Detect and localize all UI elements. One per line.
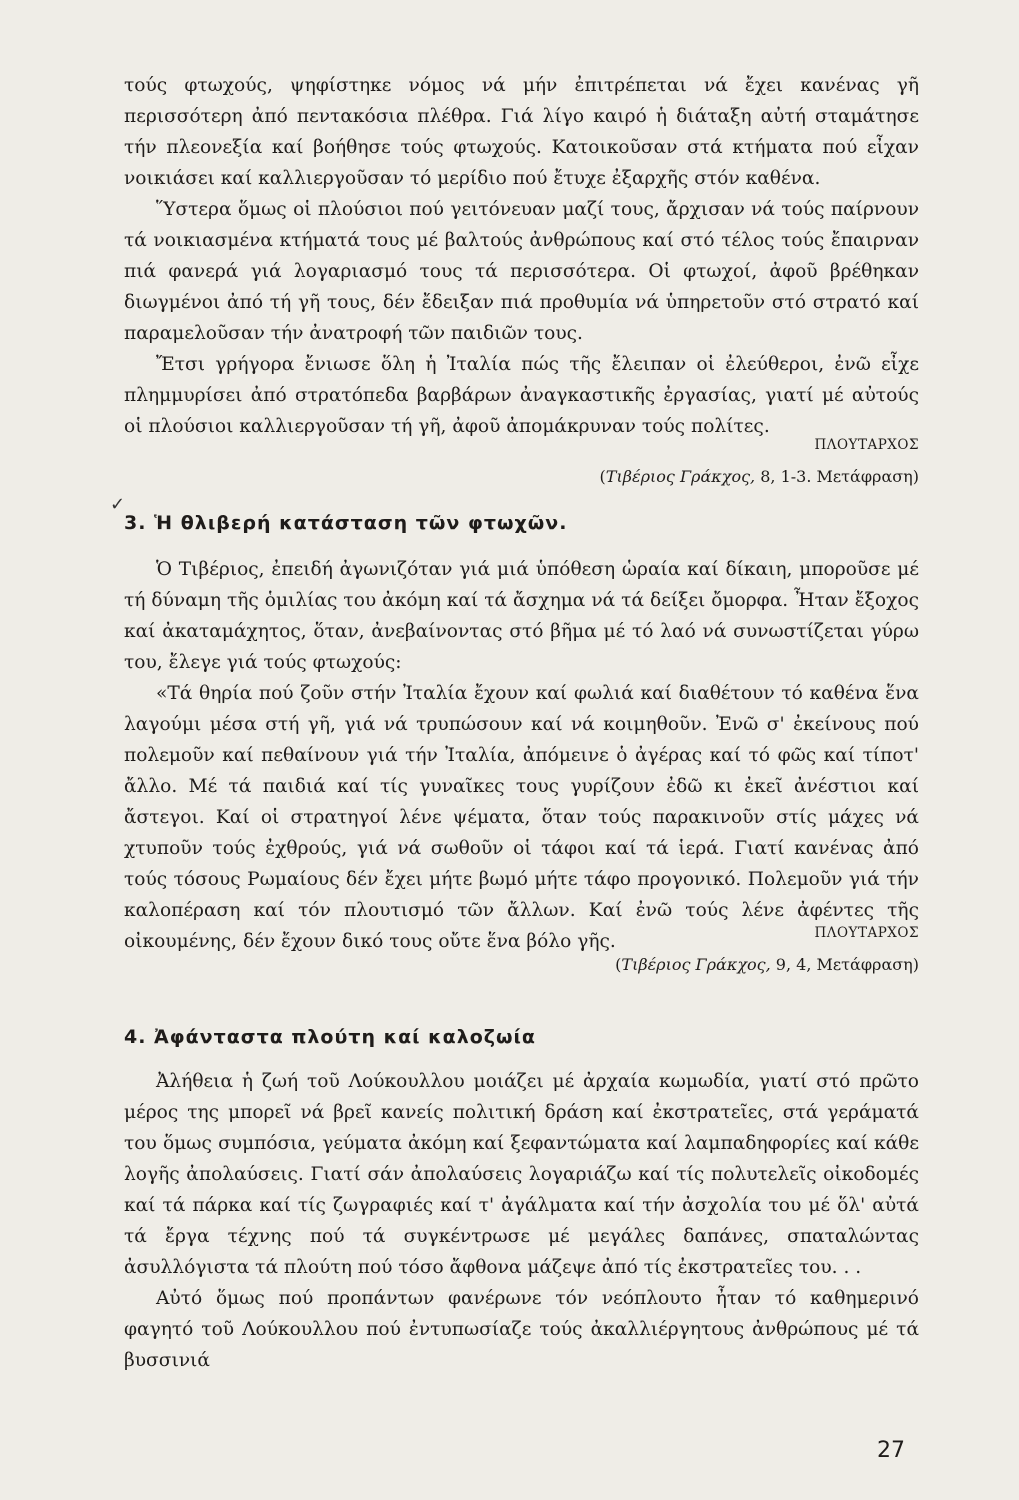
attribution-reference: (Τιβέριος Γράκχος, 9, 4, Μετάφραση): [615, 955, 919, 974]
section-3-paragraph-2: «Τά θηρία πού ζοῦν στήν Ἰταλία ἔχουν καί φωλιά καί διαθέτουν τό καθένα ἕνα λαγούμι μέσα στή γῆ, γιά νά τρυπώσουν καί νά κοιμηθοῦν. Ἐνῶ σ' ἐκείνους πού πολεμοῦν καί πεθαίνουν γιά τήν Ἰταλία, ἀπόμεινε ὁ ἀγέρας καί τό φῶς καί τίποτ' ἄλλο. Μέ τά παιδιά καί τίς γυναῖκες τους γυρίζουν ἐδῶ κι ἐκεῖ ἀνέστιοι καί ἄστεγοι. Καί οἱ στρατηγοί λένε ψέματα, ὅταν τούς παρακινοῦν στίς μάχες νά χτυποῦν τούς ἐχθρούς, γιά νά σωθοῦν οἱ τάφοι καί τά ἱερά. Γιατί κανένας ἀπό τούς τόσους Ρωμαίους δέν ἔχει μήτε βωμό μήτε τάφο προγονικό. Πολεμοῦν γιά τήν καλοπέραση καί τόν πλουτισμό τῶν ἄλλων. Καί ἐνῶ τούς λένε ἀφέντες τῆς οἰκουμένης, δέν ἔχουν δικό τους οὔτε ἕνα βόλο γῆς.: [124, 683, 919, 952]
continuation-paragraph-1: τούς φτωχούς, ψηφίστηκε νόμος νά μήν ἐπιτρέπεται νά ἔχει κανένας γῆ περισσότερη ἀπό πεντακόσια πλέθρα. Γιά λίγο καιρό ἡ διάταξη αὐτή σταμάτησε τήν πλεονεξία καί βοήθησε τούς φτωχούς. Κατοικοῦσαν στά κτήματα πού εἶχαν νοικιάσει καί καλλιεργοῦσαν τό μερίδιο πού ἔτυχε ἐξαρχῆς στόν καθένα.: [124, 75, 919, 189]
attribution-work: Τιβέριος Γράκχος,: [605, 467, 756, 486]
section-3-body: [124, 554, 919, 957]
section-4-body: [124, 1066, 919, 1376]
attribution-citation: 8, 1-3. Μετάφραση): [755, 467, 919, 486]
attribution-section-1: [600, 432, 919, 489]
attribution-reference: (Τιβέριος Γράκχος, 8, 1-3. Μετάφραση): [599, 467, 919, 486]
attribution-section-3: [615, 920, 919, 977]
attribution-author: ΠΛΟΥΤΑΡΧΟΣ: [814, 925, 919, 941]
page-number: 27: [877, 1438, 905, 1463]
section-4-paragraph-1: Ἀλήθεια ἡ ζωή τοῦ Λούκουλλου μοιάζει μέ ἀρχαία κωμωδία, γιατί στό πρῶτο μέρος της μπορεῖ νά βρεῖ κανείς πολιτική δράση καί ἐκστρατεῖες, στά γεράματά του ὅμως συμπόσια, γεύματα ἀκόμη καί ξεφαντώματα καί λαμπαδηφορίες καί κάθε λογῆς ἀπολαύσεις. Γιατί σάν ἀπολαύσεις λογαριάζω καί τίς πολυτελεῖς οἰκοδομές καί τά πάρκα καί τίς ζωγραφιές καί τ' ἀγάλματα καί τήν ἀσχολία του μέ ὅλ' αὐτά τά ἔργα τέχνης πού τά συγκέντρωσε μέ μεγάλες δαπάνες, σπαταλώντας ἀσυλλόγιστα τά πλούτη πού τόσο ἄφθονα μάζεψε ἀπό τίς ἐκστρατεῖες του. . .: [124, 1071, 919, 1278]
section-3-heading: 3. Ἡ θλιβερή κατάσταση τῶν φτωχῶν.: [124, 512, 568, 534]
section-continuation: [124, 70, 919, 442]
continuation-paragraph-2: Ὕστερα ὅμως οἱ πλούσιοι πού γειτόνευαν μαζί τους, ἄρχισαν νά τούς παίρνουν τά νοικιασμένα κτήματά τους μέ βαλτούς ἀνθρώπους καί στό τέλος τούς ἔπαιρναν πιά φανερά γιά λογαριασμό τους τά περισσότερα. Οἱ φτωχοί, ἀφοῦ βρέθηκαν διωγμένοι ἀπό τή γῆ τους, δέν ἔδειξαν πιά προθυμία νά ὑπηρετοῦν στό στρατό καί παραμελοῦσαν τήν ἀνατροφή τῶν παιδιῶν τους.: [124, 199, 919, 344]
attribution-work: Τιβέριος Γράκχος,: [621, 955, 771, 974]
section-3-paragraph-1: Ὁ Τιβέριος, ἐπειδή ἀγωνιζόταν γιά μιά ὑπόθεση ὡραία καί δίκαιη, μποροῦσε μέ τή δύναμη τῆς ὁμιλίας του ἀκόμη καί τά ἄσχημα νά τά δείξει ὄμορφα. Ἦταν ἔξοχος καί ἀκαταμάχητος, ὅταν, ἀνεβαίνοντας στό βῆμα μέ τό λαό νά συνωστίζεται γύρω του, ἔλεγε γιά τούς φτωχούς:: [124, 559, 919, 673]
attribution-author: ΠΛΟΥΤΑΡΧΟΣ: [814, 437, 919, 453]
check-mark-icon: ✓: [110, 494, 126, 515]
section-4-paragraph-2: Αὐτό ὅμως πού προπάντων φανέρωνε τόν νεόπλουτο ἦταν τό καθημερινό φαγητό τοῦ Λούκουλλου πού ἐντυπωσίαζε τούς ἀκαλλιέργητους ἀνθρώπους μέ τά βυσσινιά: [124, 1288, 919, 1371]
section-4-heading: 4. Ἀφάνταστα πλούτη καί καλοζωία: [124, 1026, 536, 1048]
attribution-citation: 9, 4, Μετάφραση): [770, 955, 919, 974]
continuation-paragraph-3: Ἔτσι γρήγορα ἔνιωσε ὅλη ἡ Ἰταλία πώς τῆς ἔλειπαν οἱ ἐλεύθεροι, ἐνῶ εἶχε πλημμυρίσει ἀπό στρατόπεδα βαρβάρων ἀναγκαστικῆς ἐργασίας, γιατί μέ αὐτούς οἱ πλούσιοι καλλιεργοῦσαν τή γῆ, ἀφοῦ ἀπομάκρυναν τούς πολίτες.: [124, 354, 919, 437]
